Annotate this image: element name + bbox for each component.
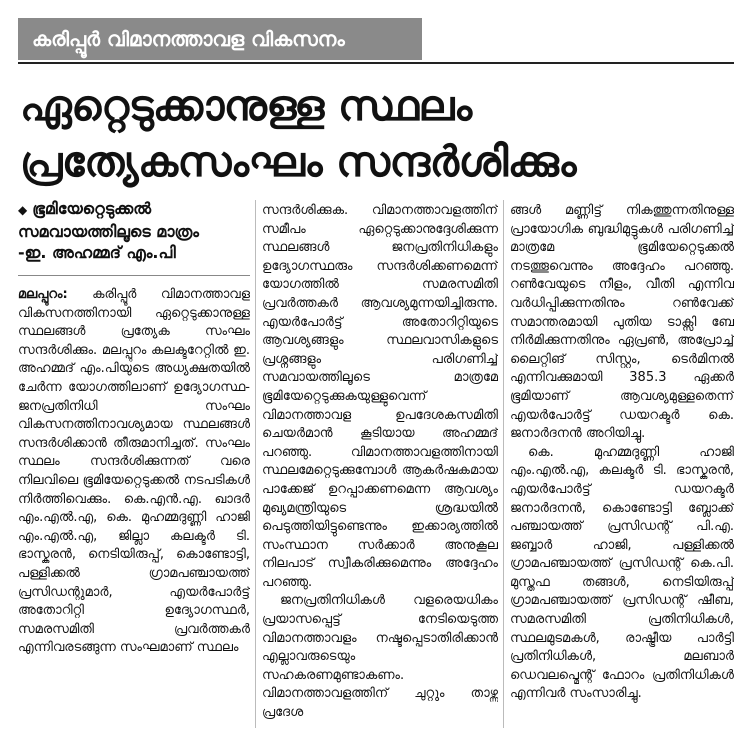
article-column-2	[262, 202, 498, 732]
summary-box	[18, 198, 250, 263]
summary-line-1	[18, 198, 250, 221]
column-divider	[503, 200, 504, 728]
summary-line-3: -ഇ. അഹമ്മദ് എം.പി	[18, 243, 176, 262]
headline	[20, 78, 736, 190]
article-column-1	[18, 198, 250, 728]
headline-line-1: ഏറ്റെടുക്കാനുള്ള സ്ഥലം	[20, 81, 472, 130]
column-divider	[255, 200, 256, 728]
article-paragraph: കെ. മുഹമ്മദുണ്ണി ഹാജി എം.എൽ.എ, കലക്ടർ ടി. ഭാസ്കരൻ, എയർപോർട്ട് ഡയറക്ടർ ജനാർദനൻ, കൊണ്ടോട്ടി ബ്ലോക്ക് പഞ്ചായത്ത് പ്രസിഡന്റ് പി.എ. ജബ്ബാർ ഹാജി, പള്ളിക്കൽ ഗ്രാമപഞ്ചായത്ത് പ്രസിഡന്റ് കെ.പി. മുസ്തഫ തങ്ങൾ, നെടിയിരുപ്പ് ഗ്രാമപഞ്ചായത്ത് പ്രസിഡന്റ് ഷീബ, സമരസമിതി പ്രതിനിധികൾ, സ്ഥലമുടമകൾ, രാഷ്ട്രീയ പാർട്ടി പ്രതിനിധികൾ, മലബാർ ഡെവലപ്മെന്റ് ഫോറം പ്രതിനിധികൾ എന്നിവർ സംസാരിച്ചു.	[510, 444, 734, 702]
kicker-divider	[18, 62, 734, 64]
summary-line-2: സമവായത്തിലൂടെ മാത്രം	[18, 222, 199, 241]
section-kicker: കരിപ്പൂർ വിമാനത്താവള വികസനം	[18, 18, 422, 60]
diamond-bullet-icon: ◆	[18, 203, 28, 217]
article-column-3	[510, 202, 734, 732]
article-paragraph: ജനപ്രതിനിധികൾ വളരെയധികം പ്രയാസപ്പെട്ട് നേടിയെടുത്ത വിമാനത്താവളം നഷ്ടപ്പെടാതിരിക്കാൻ എല്ലാവരുടെയും സഹകരണമുണ്ടാകണം. വിമാനത്താവളത്തിന് ചുറ്റും താഴ്ന്ന പ്രദേശ	[262, 593, 498, 721]
article-paragraph: ങ്ങൾ മണ്ണിട്ട് നികത്തുന്നതിനുള്ള പ്രായോഗിക ബുദ്ധിമുട്ടുകൾ പരിഗണിച്ച് മാത്രമേ ഭൂമിയേറ്റെടുക്കൽ നടത്തൂവെന്നും അദ്ദേഹം പറഞ്ഞു. റൺവേയുടെ നീളം, വീതി എന്നിവ വർധിപ്പിക്കുന്നതിനും റൺവേക്ക് സമാന്തരമായി പുതിയ ടാക്സി ബേ നിർമിക്കുന്നതിനും ഏപ്രൺ, അപ്രോച്ച് ലൈറ്റിങ് സിസ്റ്റം, ടെർമിനൽ എന്നിവക്കുമായി 385.3 ഏക്കർ ഭൂമിയാണ് ആവശ്യമുള്ളതെന്ന് എയർപോർട്ട് ഡയറക്ടർ കെ. ജനാർദനൻ അറിയിച്ചു.	[510, 203, 734, 442]
summary-divider	[18, 275, 250, 276]
headline-line-2: പ്രത്യേകസംഘം സന്ദർശിക്കും	[20, 137, 577, 186]
summary-text-1: ഭൂമിയേറ്റെടുക്കൽ	[32, 199, 152, 218]
dateline: മലപ്പുറം:	[18, 287, 68, 302]
article-paragraph: സന്ദർശിക്കുക. വിമാനത്താവളത്തിന് സമീപം ഏറ്റെടുക്കാനുദ്ദേശിക്കുന്ന സ്ഥലങ്ങൾ ജനപ്രതിനിധികളും ഉദ്യോഗസ്ഥരും സന്ദർശിക്കണമെന്ന് യോഗത്തിൽ സമരസമിതി പ്രവർത്തകർ ആവശ്യമുന്നയിച്ചിരുന്നു. എയർപോർട്ട് അതോറിറ്റിയുടെ ആവശ്യങ്ങളും സ്ഥലവാസികളുടെ പ്രശ്നങ്ങളും പരിഗണിച്ച് സമവായത്തിലൂടെ മാത്രമേ ഭൂമിയേറ്റെടുക്കുകയുള്ളുവെന്ന് വിമാനത്താവള ഉപദേശകസമിതി ചെയർമാൻ കൂടിയായ അഹമ്മദ് പറഞ്ഞു. വിമാനത്താവളത്തിനായി സ്ഥലമേറ്റെടുക്കുമ്പോൾ ആകർഷകമായ പാക്കേജ് ഉറപ്പാക്കണമെന്ന ആവശ്യം മുഖ്യമന്ത്രിയുടെ ശ്രദ്ധയിൽ പെടുത്തിയിട്ടുണ്ടെന്നും ഇക്കാര്യത്തിൽ സംസ്ഥാന സർക്കാർ അനുകൂല നിലപാട് സ്വീകരിക്കുമെന്നും അദ്ദേഹം പറഞ്ഞു.	[262, 203, 498, 590]
article-body-col1: കരിപ്പൂർ വിമാനത്താവള വികസനത്തിനായി ഏറ്റെടുക്കാനുള്ള സ്ഥലങ്ങൾ പ്രത്യേക സംഘം സന്ദർശിക്കും. മലപ്പുറം കലക്ടറേറ്റിൽ ഇ. അഹമ്മദ് എം.പിയുടെ അധ്യക്ഷതയിൽ ചേർന്ന യോഗത്തിലാണ് ഉദ്യോഗസ്ഥ-ജനപ്രതിനിധി സംഘം വികസനത്തിനാവശ്യമായ സ്ഥലങ്ങൾ സന്ദർശിക്കാൻ തീരുമാനിച്ചത്. സംഘം സ്ഥലം സന്ദർശിക്കുന്നത് വരെ നിലവിലെ ഭൂമിയേറ്റെടുക്കൽ നടപടികൾ നിർത്തിവെക്കും. കെ.എൻ.എ. ഖാദർ എം.എൽ.എ, കെ. മുഹമ്മദുണ്ണി ഹാജി എം.എൽ.എ, ജില്ലാ കലക്ടർ ടി. ഭാസ്കരൻ, നെടിയിരുപ്പ്, കൊണ്ടോട്ടി, പള്ളിക്കൽ ഗ്രാമപഞ്ചായത്ത് പ്രസിഡന്റുമാർ, എയർപോർട്ട് അതോറിറ്റി ഉദ്യോഗസ്ഥർ, സമരസമിതി പ്രവർത്തകർ എന്നിവരടങ്ങുന്ന സംഘമാണ് സ്ഥലം	[18, 287, 250, 656]
article-paragraph	[18, 286, 250, 658]
